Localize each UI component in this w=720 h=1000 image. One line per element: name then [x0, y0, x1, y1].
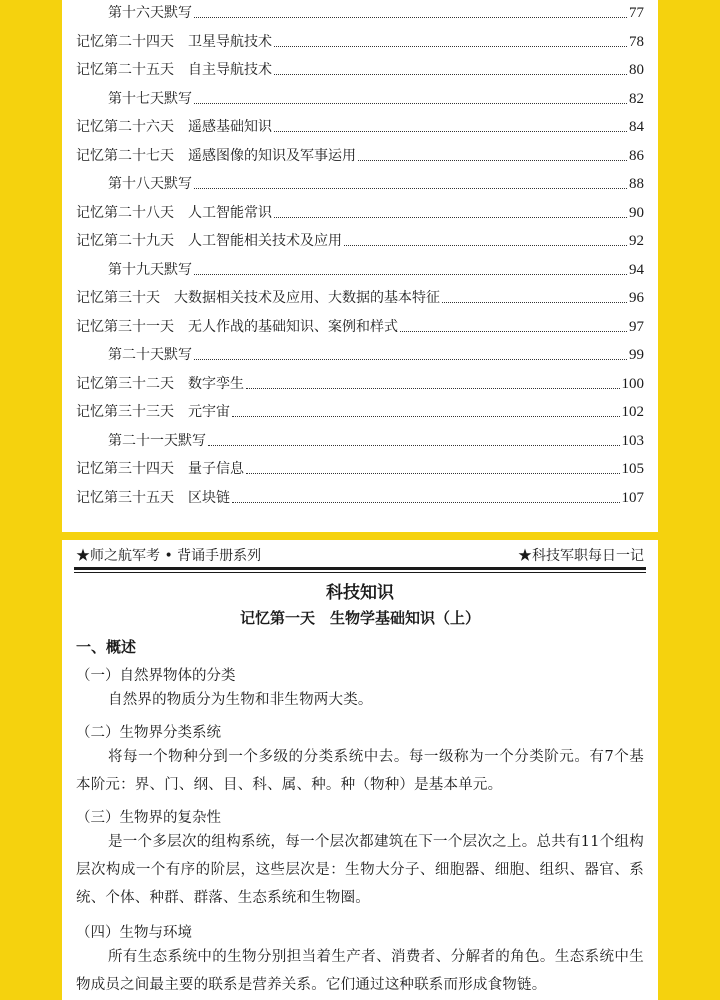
subsection-body: 是一个多层次的组构系统，每一个层次都建筑在下一个层次之上。总共有11个组构层次构成一个有序的阶层，这些层次是：生物大分子、细胞器、细胞、组织、器官、系统、个体、种群、群落、生态系统和生物圈。 — [76, 834, 644, 906]
toc-leader-dots — [232, 501, 620, 503]
content-page — [62, 540, 658, 1000]
toc-entry-title: 记忆第三十天 大数据相关技术及应用、大数据的基本特征 — [76, 290, 440, 306]
toc-leader-dots — [246, 472, 620, 474]
toc-leader-dots — [194, 102, 627, 104]
toc-leader-dots — [194, 273, 627, 275]
toc-entry-page: 107 — [621, 489, 644, 506]
toc-leader-dots — [232, 415, 620, 417]
toc-leader-dots — [208, 444, 620, 446]
toc-entry-page: 84 — [629, 119, 644, 135]
toc-entry-page: 78 — [629, 33, 644, 50]
toc-entry-title: 记忆第二十四天 卫星导航技术 — [76, 33, 272, 50]
toc-leader-dots — [442, 301, 627, 303]
subsection-title: （一）自然界物体的分类 — [76, 668, 236, 684]
toc-entry-title: 第十七天默写 — [108, 90, 192, 107]
heading-overview: 一、概述 — [76, 638, 137, 656]
toc-entry — [76, 316, 644, 336]
toc-entry-page: 96 — [629, 290, 644, 306]
toc-entry-title: 记忆第三十五天 区块链 — [76, 489, 230, 506]
toc-entry — [76, 116, 644, 136]
toc-entry — [76, 202, 644, 222]
subsection-title: （三）生物界的复杂性 — [76, 810, 221, 826]
toc-entry — [76, 230, 644, 250]
toc-entry-title: 记忆第二十五天 自主导航技术 — [76, 62, 272, 78]
toc-entry-page: 90 — [629, 204, 644, 221]
subsection-title: （四）生物与环境 — [76, 925, 192, 941]
toc-entry-title: 记忆第三十四天 量子信息 — [76, 461, 244, 477]
toc-entry — [76, 430, 644, 450]
toc-leader-dots — [194, 16, 627, 18]
toc-entry-title: 第二十一天默写 — [108, 432, 206, 449]
toc-entry-page: 82 — [629, 90, 644, 107]
subsection-body: 将每一个物种分到一个多级的分类系统中去。每一级称为一个分类阶元。有7个基本阶元：界、门、纲、目、科、属、种。种（物种）是基本单元。 — [76, 749, 644, 793]
toc-entry-title: 记忆第二十八天 人工智能常识 — [76, 204, 272, 221]
toc-entry-page: 100 — [621, 375, 644, 392]
toc-entry — [76, 173, 644, 193]
toc-entry — [76, 344, 644, 364]
toc-entry — [76, 287, 644, 307]
toc-leader-dots — [344, 244, 627, 246]
toc-entry-page: 103 — [621, 432, 644, 449]
toc-leader-dots — [400, 330, 627, 332]
toc-entry — [76, 487, 644, 507]
subsection-title: （二）生物界分类系统 — [76, 725, 221, 741]
toc-entry-title: 第十八天默写 — [108, 176, 192, 192]
subsection-body: 所有生态系统中的生物分别担当着生产者、消费者、分解者的角色。生态系统中生物成员之间最主要的联系是营养关系。它们通过这种联系而形成食物链。 — [76, 949, 644, 993]
section-title: 科技知识 — [326, 583, 394, 603]
toc-leader-dots — [274, 130, 627, 132]
toc-entry-page: 99 — [629, 347, 644, 363]
header-rule-thin — [74, 572, 646, 573]
toc-entry-page: 105 — [621, 461, 644, 477]
toc-entry-title: 第十六天默写 — [108, 5, 192, 21]
toc-entry-title: 第二十天默写 — [108, 347, 192, 363]
toc-entry — [76, 88, 644, 108]
toc-entry-page: 92 — [629, 233, 644, 249]
toc-entry-title: 记忆第二十七天 遥感图像的知识及军事运用 — [76, 147, 356, 164]
running-header — [76, 545, 644, 565]
subsection-body: 自然界的物质分为生物和非生物两大类。 — [108, 692, 373, 708]
toc-entry — [76, 373, 644, 393]
toc-entry — [76, 259, 644, 279]
toc-entry-page: 97 — [629, 318, 644, 335]
toc-leader-dots — [274, 73, 627, 75]
header-rule-thick — [74, 567, 646, 570]
toc-entry-page: 86 — [629, 147, 644, 164]
toc-entry — [76, 59, 644, 79]
toc-entry — [76, 145, 644, 165]
toc-entry-title: 记忆第二十九天 人工智能相关技术及应用 — [76, 233, 342, 249]
toc-leader-dots — [358, 159, 627, 161]
toc-entry-page: 88 — [629, 176, 644, 192]
toc-entry-page: 102 — [621, 404, 644, 420]
toc-entry-title: 记忆第二十六天 遥感基础知识 — [76, 119, 272, 135]
toc-leader-dots — [194, 187, 627, 189]
toc-entry-page: 77 — [629, 5, 644, 21]
toc-page — [62, 0, 658, 532]
toc-entry — [76, 2, 644, 22]
toc-leader-dots — [274, 216, 627, 218]
header-slogan: ★科技军职每日一记 — [518, 548, 644, 564]
toc-entry-page: 94 — [629, 261, 644, 278]
toc-entry — [76, 401, 644, 421]
toc-entry-title: 记忆第三十二天 数字孪生 — [76, 375, 244, 392]
toc-leader-dots — [194, 358, 627, 360]
toc-leader-dots — [246, 387, 620, 389]
toc-entry-title: 记忆第三十一天 无人作战的基础知识、案例和样式 — [76, 318, 398, 335]
toc-entry-title: 第十九天默写 — [108, 261, 192, 278]
chapter-title: 记忆第一天 生物学基础知识（上） — [239, 609, 480, 627]
toc-entry-page: 80 — [629, 62, 644, 78]
toc-entry — [76, 458, 644, 478]
toc-entry — [76, 31, 644, 51]
toc-entry-title: 记忆第三十三天 元宇宙 — [76, 404, 230, 420]
toc-leader-dots — [274, 45, 627, 47]
header-series: ★师之航军考 • 背诵手册系列 — [76, 548, 262, 564]
